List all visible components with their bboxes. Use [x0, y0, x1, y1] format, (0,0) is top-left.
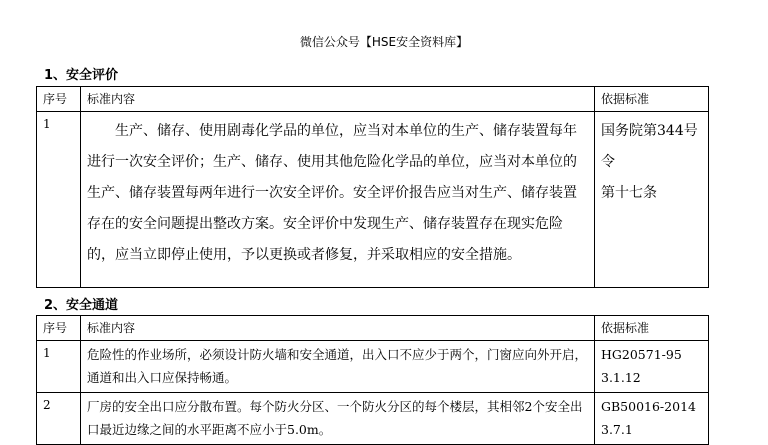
table-header-row	[37, 87, 709, 112]
table-row	[37, 112, 709, 288]
row-ref: 国务院第344号令 第十七条	[595, 112, 709, 288]
column-header-ref: 依据标准	[595, 87, 709, 112]
section-title-safety-passage: 2、安全通道	[44, 298, 119, 313]
row-ref: HG20571-95 3.1.12	[595, 341, 709, 393]
section-title-safety-evaluation: 1、安全评价	[44, 68, 119, 83]
row-no: 1	[37, 341, 81, 393]
page-header: 微信公众号【HSE安全资料库】	[299, 35, 469, 49]
table-safety-evaluation	[36, 86, 709, 288]
row-ref: GB50016-2014 3.7.1	[595, 393, 709, 445]
row-content: 生产、储存、使用剧毒化学品的单位，应当对本单位的生产、储存装置每年进行一次安全评价；生产、储存、使用其他危险化学品的单位，应当对本单位的生产、储存装置每两年进行一次安全评价。安全评价报告应当对生产、储存装置存在的安全问题提出整改方案。安全评价中发现生产、储存装置存在现实危险的，应当立即停止使用，予以更换或者修复，并采取相应的安全措施。	[81, 112, 595, 288]
column-header-content: 标准内容	[81, 316, 595, 341]
row-no: 1	[37, 112, 81, 288]
table-row	[37, 341, 709, 393]
table-row	[37, 393, 709, 445]
table-safety-passage	[36, 315, 709, 445]
column-header-ref: 依据标准	[595, 316, 709, 341]
table-header-row	[37, 316, 709, 341]
row-content: 危险性的作业场所，必须设计防火墙和安全通道，出入口不应少于两个，门窗应向外开启，通道和出入口应保持畅通。	[81, 341, 595, 393]
column-header-content: 标准内容	[81, 87, 595, 112]
column-header-no: 序号	[37, 87, 81, 112]
column-header-no: 序号	[37, 316, 81, 341]
row-content: 厂房的安全出口应分散布置。每个防火分区、一个防火分区的每个楼层，其相邻2个安全出口最近边缘之间的水平距离不应小于5.0m。	[81, 393, 595, 445]
row-no: 2	[37, 393, 81, 445]
